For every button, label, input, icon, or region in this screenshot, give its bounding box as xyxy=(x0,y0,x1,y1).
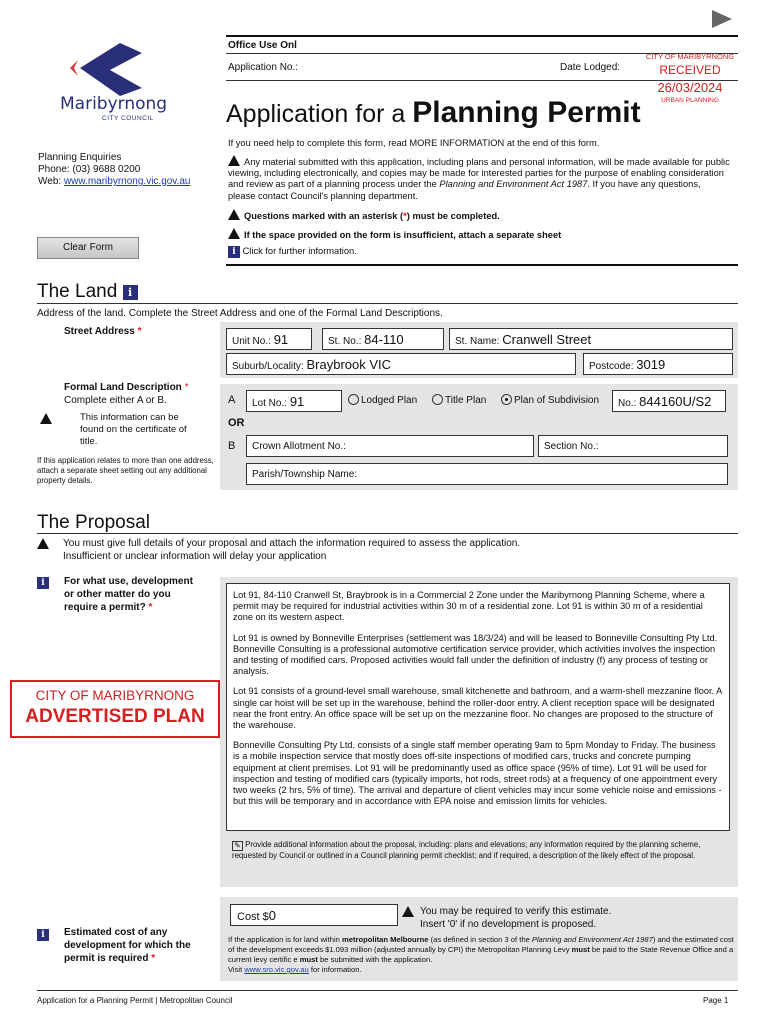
website-link[interactable]: www.maribyrnong.vic.gov.au xyxy=(63,176,191,187)
logo-name: Maribyrnong xyxy=(60,94,168,114)
page-number: Page 1 xyxy=(703,996,729,1005)
levy-f: must xyxy=(571,945,590,954)
click-note xyxy=(228,246,357,258)
advertised-line2: ADVERTISED PLAN xyxy=(25,706,205,727)
street-address-label xyxy=(64,326,141,337)
levy-a: If the application is for land within xyxy=(228,935,342,944)
notice-end: . If you have any questions, please contact Council's planning department. xyxy=(228,179,701,201)
proposal-para-1: Lot 91, 84-110 Cranwell St, Braybrook is in a Commercial 2 Zone under the Maribyrnong Planning Scheme, where a permit may be required for industrial activities within 30 m of a residential zone. Lot 91 is within 30 m of a residential zone on its western aspect. xyxy=(233,590,705,623)
plan-no-label: No.: xyxy=(618,398,637,409)
levy-e: ) and the estimated cost of the development exceeds $1.093 million (adjusted annually by CPI) the Metropolitan Planning Levy xyxy=(228,935,734,954)
radio-selected-icon[interactable] xyxy=(501,394,512,405)
advertised-plan-stamp xyxy=(10,680,220,738)
date-lodged-label: Date Lodged: xyxy=(560,62,621,73)
street-no-field[interactable] xyxy=(322,328,444,350)
info-icon[interactable]: i xyxy=(228,246,240,258)
contact-enquiries: Planning Enquiries xyxy=(38,152,122,163)
certificate-note-text: This information can be found on the certificate of title. xyxy=(80,412,187,447)
warning-icon xyxy=(37,538,49,549)
application-no-label: Application No.: xyxy=(228,62,299,73)
cost-warn1: You may be required to verify this estimate. xyxy=(420,906,612,917)
title-plan-radio[interactable] xyxy=(432,394,486,406)
unit-label: Unit No.: xyxy=(232,336,271,347)
lodged-plan-label: Lodged Plan xyxy=(361,395,418,406)
street-name-field[interactable] xyxy=(449,328,733,350)
cost-warning xyxy=(402,905,611,931)
postcode-label: Postcode: xyxy=(589,361,634,372)
footer-left: Application for a Planning Permit | Metropolitan Council xyxy=(37,996,233,1005)
next-arrow-icon[interactable] xyxy=(712,10,732,28)
title-prefix: Application for a xyxy=(226,100,413,128)
title-main: Planning Permit xyxy=(412,96,641,129)
notice-text xyxy=(228,155,730,202)
provide-info-note xyxy=(232,840,730,861)
section-no-field[interactable] xyxy=(538,435,728,457)
contact-web-label: Web: xyxy=(38,176,64,187)
warning-icon xyxy=(228,209,240,220)
office-use-label: Office Use Onl xyxy=(228,40,297,51)
suburb-value: Braybrook VIC xyxy=(306,357,392,372)
logo-sub: CITY COUNCIL xyxy=(102,115,154,122)
st-no-label: St. No.: xyxy=(328,336,362,347)
sro-link[interactable]: www.sro.vic.gov.au xyxy=(244,965,309,974)
council-logo xyxy=(50,38,180,128)
asterisk-a: Questions marked with an asterisk ( xyxy=(244,211,404,221)
stamp-received: RECEIVED xyxy=(659,63,721,77)
proposal-para-4: Bonneville Consulting Pty Ltd. consists of a single staff member operating 9am to 5pm Monday to Friday. The business is a mobile inspection service that mostly does off-site inspections of modified cars, trucks and concrete pumping equipment at client premises. Lot 91 will be predominantly used as office space (95% of time). Lot 91 will be used for inspection and testing of modified cars (typically imports, hot rods, street rods) at a frequency of one appointment every two weeks (2 hrs, 5% of time). The arrival and departure of client vehicles may incur some vehicle noise and emissions - but this will be temporary and in accordance with EPA noise and emission limits for vehicles. xyxy=(233,740,722,807)
info-icon[interactable]: i xyxy=(123,285,138,300)
crown-label: Crown Allotment No.: xyxy=(252,441,346,452)
required-asterisk: * xyxy=(184,382,189,393)
proposal-warn2: Insufficient or unclear information will delay your application xyxy=(63,551,327,562)
cost-label: Cost $ xyxy=(237,911,269,923)
warning-icon xyxy=(40,413,52,424)
levy-note xyxy=(228,935,734,975)
unit-no-field[interactable] xyxy=(226,328,312,350)
click-note-text: Click for further information. xyxy=(242,246,357,256)
notice-text-main: Any material submitted with this application, including plans and personal information, will be made available for public viewing, including electronically, and copies may be made for interested parties for the purpose of enabling consideration and review as part of a planning process under the xyxy=(228,157,730,190)
suburb-field[interactable] xyxy=(226,353,576,375)
cost-question xyxy=(64,926,214,965)
postcode-value: 3019 xyxy=(636,357,666,372)
formal-land-text: Formal Land Description xyxy=(64,382,182,393)
clear-form-button[interactable]: Clear Form xyxy=(37,237,139,259)
levy-d: Planning and Environment Act 1987 xyxy=(531,935,653,944)
plan-of-subdivision-radio[interactable] xyxy=(501,394,599,406)
stamp-date: 26/03/2024 xyxy=(657,80,723,95)
formal-land-sub: Complete either A or B. xyxy=(64,395,167,406)
land-heading xyxy=(37,281,138,303)
section-label: Section No.: xyxy=(544,441,599,452)
warning-icon xyxy=(228,228,240,239)
parish-label: Parish/Township Name: xyxy=(252,469,358,480)
option-b-label: B xyxy=(228,440,236,452)
space-note-text: If the space provided on the form is insufficient, attach a separate sheet xyxy=(244,230,562,240)
use-question xyxy=(64,575,204,614)
proposal-warning xyxy=(37,537,520,563)
land-heading-text: The Land xyxy=(37,281,118,302)
pencil-icon: ✎ xyxy=(232,841,243,851)
use-question-text: For what use, development or other matter do you require a permit? xyxy=(64,576,193,613)
proposal-para-3: Lot 91 consists of a ground-level small warehouse, small kitchenette and bathroom, and a warm-shell mezzanine floor. A single car hoist will be set up in the warehouse, behind the roller-door entry. A client reception space will be designated near the front entry. An office space will be set up on the mezzanine floor. No changes are proposed to the structure of the warehouse. xyxy=(233,686,722,731)
lot-label: Lot No.: xyxy=(252,398,288,409)
cost-value: 0 xyxy=(268,908,277,923)
plan-no-value: 844160U/S2 xyxy=(639,394,712,409)
st-name-value: Cranwell Street xyxy=(502,332,592,347)
postcode-field[interactable] xyxy=(583,353,733,375)
multiple-address-note: If this application relates to more than one address, attach a separate sheet setting out any additional property details. xyxy=(37,456,214,485)
radio-icon[interactable] xyxy=(432,394,443,405)
radio-icon[interactable] xyxy=(348,394,359,405)
info-icon[interactable]: i xyxy=(37,929,49,941)
levy-g: be paid to the State Revenue Office and a current levy certific e xyxy=(228,945,734,964)
lot-value: 91 xyxy=(289,394,305,409)
cost-warn2: Insert '0' if no development is proposed. xyxy=(420,919,597,930)
parish-field[interactable] xyxy=(246,463,728,485)
land-description: Address of the land. Complete the Street Address and one of the Formal Land Descriptions. xyxy=(37,308,443,319)
space-note xyxy=(228,228,561,241)
received-stamp xyxy=(636,52,744,110)
st-no-value: 84-110 xyxy=(364,332,404,347)
unit-value: 91 xyxy=(273,332,289,347)
suburb-label: Suburb/Locality: xyxy=(232,361,304,372)
asterisk-star: * xyxy=(403,211,407,221)
warning-icon xyxy=(402,906,414,917)
required-asterisk: * xyxy=(148,602,153,613)
lot-no-field[interactable] xyxy=(246,390,342,412)
required-asterisk: * xyxy=(151,953,156,964)
cost-field[interactable] xyxy=(230,904,398,926)
logo-mark-icon xyxy=(50,38,170,98)
contact-phone: Phone: (03) 9688 0200 xyxy=(38,164,141,175)
asterisk-note xyxy=(228,209,500,222)
proposal-para-2: Lot 91 is owned by Bonneville Enterprises (settlement was 18/3/24) and will be leased to Bonneville Consulting Pty Ltd. Bonneville Consulting is a professional automotive certification service provider, which activities involves the inspection and testing of modified cars. Proposed activities would fall under the definition of industry (f) any process of testing or analysis. xyxy=(233,632,718,677)
cost-question-text: Estimated cost of any development for which the permit is required xyxy=(64,927,191,964)
warning-icon xyxy=(228,155,240,166)
info-icon[interactable]: i xyxy=(37,577,49,589)
lodged-plan-radio[interactable] xyxy=(348,394,417,406)
help-text: If you need help to complete this form, read MORE INFORMATION at the end of this form. xyxy=(228,138,600,148)
page-title xyxy=(226,96,641,130)
required-asterisk: * xyxy=(137,326,142,337)
title-plan-label: Title Plan xyxy=(445,395,487,406)
notice-act: Planning and Environment Act 1987 xyxy=(439,179,588,190)
plan-no-field[interactable] xyxy=(612,390,726,412)
proposal-warn1: You must give full details of your proposal and attach the information required to assess the application. xyxy=(63,538,521,549)
crown-allotment-field[interactable] xyxy=(246,435,534,457)
visit-label: Visit xyxy=(228,965,245,974)
levy-b: metropolitan Melbourne xyxy=(341,935,429,944)
certificate-note xyxy=(64,412,204,448)
formal-land-label xyxy=(64,381,188,407)
visit-end: for information. xyxy=(308,965,362,974)
option-a-label: A xyxy=(228,394,236,406)
st-name-label: St. Name: xyxy=(455,336,500,347)
street-address-text: Street Address xyxy=(64,326,135,337)
advertised-line1: CITY OF MARIBYRNONG xyxy=(35,688,195,703)
contact-block xyxy=(38,152,190,188)
stamp-council: CITY OF MARIBYRNONG xyxy=(645,52,735,61)
levy-c: (as defined in section 3 of the xyxy=(428,935,532,944)
levy-i: be submitted with the application. xyxy=(317,955,433,964)
stamp-dept: URBAN PLANNING xyxy=(661,97,719,104)
asterisk-b: ) must be completed. xyxy=(406,211,500,221)
provide-info-text: Provide additional information about the proposal, including: plans and elevations; any information required by the planning scheme, requested by Council or outlined in a Council planning permit checklist; and if required, a description of the likely effect of the proposal. xyxy=(232,840,701,860)
or-label: OR xyxy=(228,417,245,429)
subdivision-label: Plan of Subdivision xyxy=(514,395,600,406)
proposal-description-field[interactable] xyxy=(226,583,730,831)
proposal-heading: The Proposal xyxy=(37,512,151,533)
levy-h: must xyxy=(299,955,318,964)
